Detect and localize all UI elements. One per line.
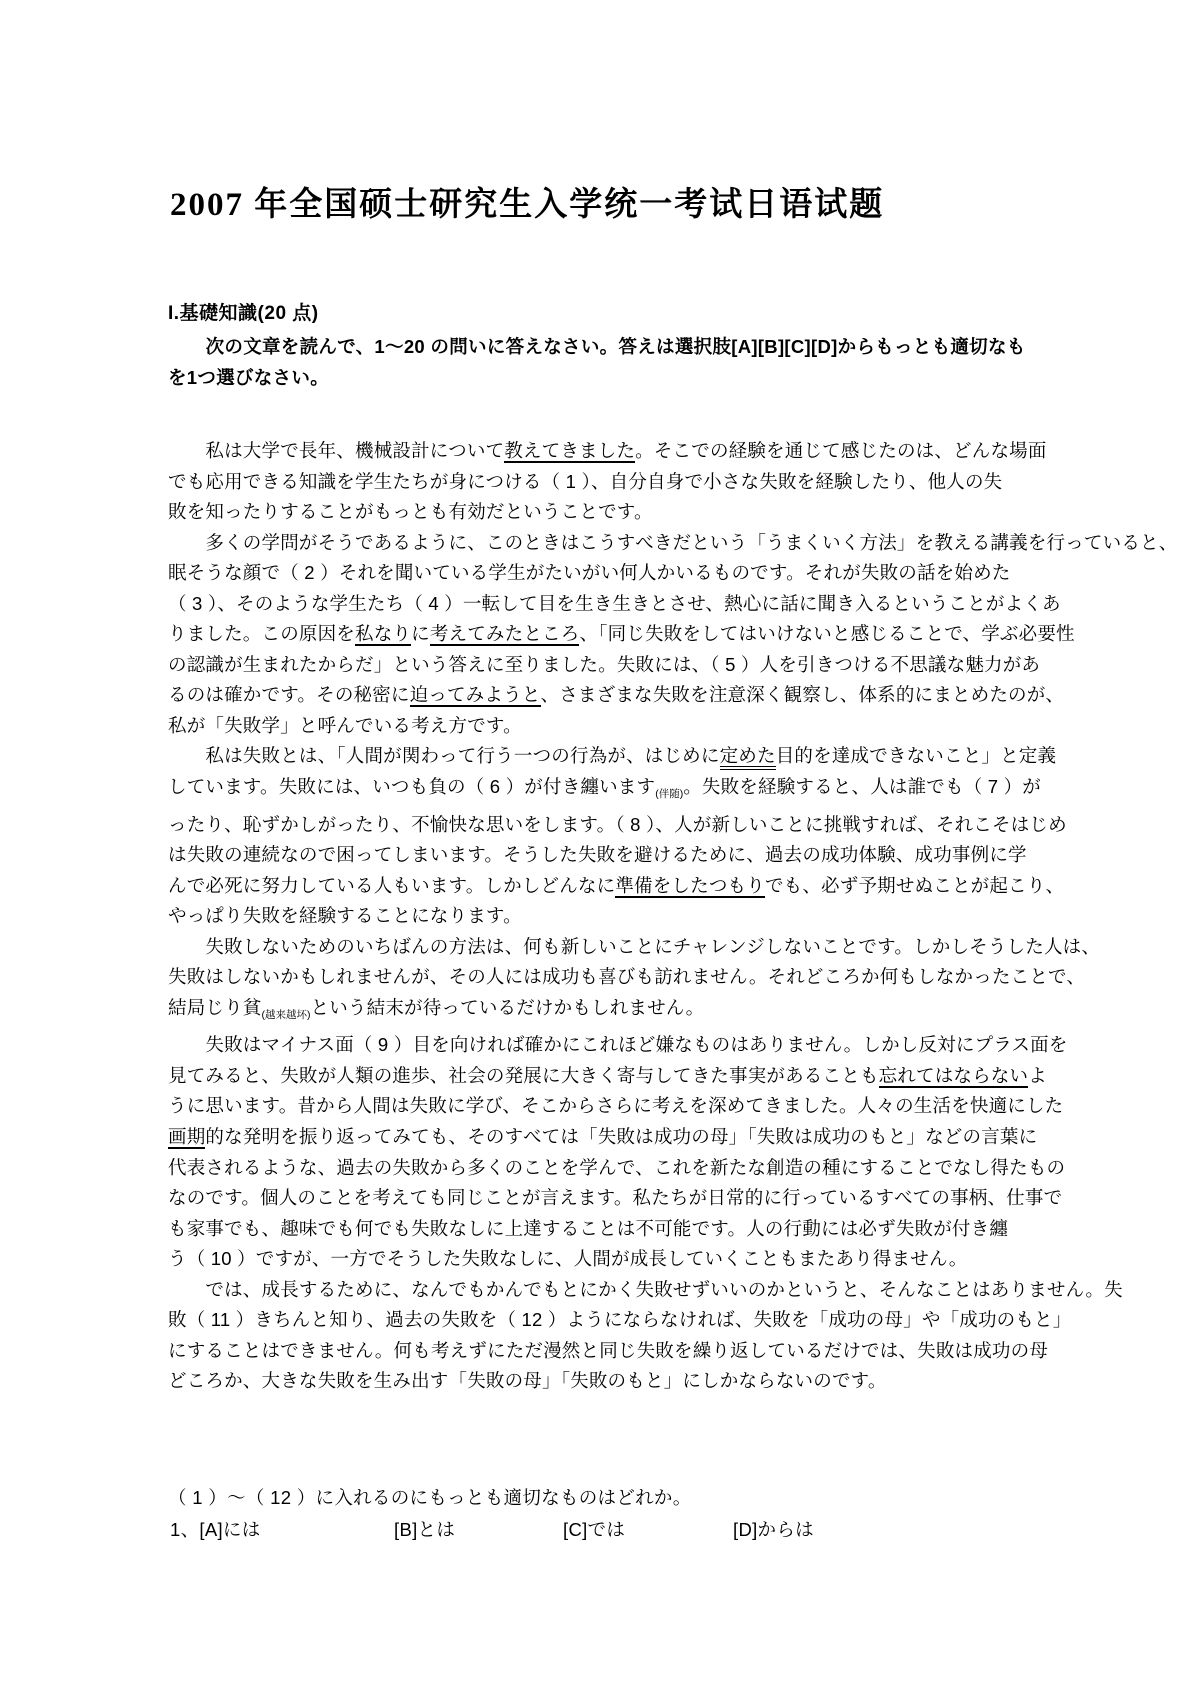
passage-text: う（ 10 ）ですが、一方でそうした失敗なしに、人間が成長していくこともまたあり得ません。 bbox=[168, 1248, 968, 1270]
passage-text: 多くの学問がそうであるように、このときはこうすべきだという「うまくいく方法」を教える講義を行っていると、 bbox=[168, 531, 1178, 553]
passage-text: 失敗しないためのいちばんの方法は、何も新しいことにチャレンジしないことです。しかしそうした人は、 bbox=[168, 935, 1101, 957]
passage-line bbox=[168, 1183, 1063, 1214]
passage-line bbox=[168, 650, 1048, 681]
passage-line bbox=[168, 589, 1061, 620]
question-option-a: [A]には bbox=[199, 1519, 261, 1540]
passage-line bbox=[168, 619, 1075, 650]
section-instructions bbox=[168, 331, 1048, 393]
passage bbox=[168, 436, 1178, 1397]
passage-line bbox=[168, 558, 1048, 589]
passage-line bbox=[168, 1244, 1048, 1275]
passage-text: 私は失敗とは、「人間が関わって行う一つの行為が、はじめに bbox=[168, 745, 720, 767]
question-option-c: [C]では bbox=[563, 1519, 626, 1540]
underlined-text: 準備をしたつもり bbox=[615, 874, 765, 896]
underlined-text: 画期 bbox=[168, 1126, 206, 1148]
passage-line bbox=[168, 1275, 1123, 1306]
passage-line bbox=[168, 1061, 1048, 1092]
passage-text: 目的を達成できないこと」と定義 bbox=[775, 745, 1057, 767]
passage-text: の認識が生まれたからだ」という答えに至りました。失敗には、（ 5 ）人を引きつける不思議な魅力があ bbox=[168, 653, 1041, 675]
passage-text: 眠そうな顔で（ 2 ）それを聞いている学生がたいがい何人かいるものです。それが失敗の話を始めた bbox=[168, 562, 1011, 584]
passage-text: も家事でも、趣味でも何でも失敗なしに上達することは不可能です。人の行動には必ず失敗が付き纏 bbox=[168, 1217, 1009, 1239]
section-heading: I.基礎知識(20 点) bbox=[168, 303, 319, 324]
passage-text: 結局じり貧 bbox=[168, 996, 262, 1018]
passage-line bbox=[168, 1305, 1072, 1336]
underlined-text: 私なり bbox=[355, 623, 412, 645]
passage-text: しています。失敗には、いつも負の（ 6 ）が付き纏います bbox=[168, 776, 656, 798]
passage-text: でも応用できる知識を学生たちが身につける（ 1 ）、自分自身で小さな失敗を経験したり、他人の失 bbox=[168, 470, 1003, 492]
gloss-annotation: (伴随) bbox=[655, 788, 684, 801]
passage-text: 敗（ 11 ）きちんと知り、過去の失敗を（ 12 ）ようにならなければ、失敗を「成功の母」や「成功のもと」 bbox=[168, 1309, 1072, 1331]
passage-line bbox=[168, 528, 1178, 559]
passage-line bbox=[168, 1091, 1064, 1122]
underlined-text: 忘れてはならない bbox=[878, 1064, 1029, 1086]
passage-text: 失敗はマイナス面（ 9 ）目を向ければ確かにこれほど嫌なものはありません。しかし反対にプラス面を bbox=[168, 1034, 1068, 1056]
passage-text: という結末が待っているだけかもしれません。 bbox=[310, 996, 705, 1018]
passage-text: 見てみると、失敗が人類の進歩、社会の発展に大きく寄与してきた事実があることも bbox=[168, 1064, 879, 1086]
passage-text: 失敗はしないかもしれませんが、その人には成功も喜びも訪れません。それどころか何もしなかったことで、 bbox=[168, 966, 1086, 988]
underlined-text: 迫ってみようと bbox=[409, 684, 541, 706]
passage-line bbox=[168, 993, 1048, 1031]
question-option-d: [D]からは bbox=[733, 1519, 814, 1540]
passage-text: やっぱり失敗を経験することになります。 bbox=[168, 905, 522, 927]
passage-text: 、さまざまな失敗を注意深く観察し、体系的にまとめたのが、 bbox=[540, 684, 1065, 706]
passage-line bbox=[168, 932, 1101, 963]
passage-line bbox=[168, 711, 1048, 742]
passage-text: なのです。個人のことを考えても同じことが言えます。私たちが日常的に行っているすべての事柄、仕事で bbox=[168, 1187, 1063, 1209]
passage-text: うに思います。昔から人間は失敗に学び、そこからさらに考えを深めてきました。人々の生活を快適にした bbox=[168, 1095, 1064, 1117]
passage-text: に bbox=[411, 623, 430, 645]
passage-text: 代表されるような、過去の失敗から多くのことを学んで、これを新たな創造の種にすることでなし得たもの bbox=[168, 1156, 1066, 1178]
passage-line bbox=[168, 1366, 1048, 1397]
passage-line bbox=[168, 962, 1086, 993]
passage-line bbox=[168, 840, 1048, 871]
passage-text: 。失敗を経験すると、人は誰でも（ 7 ）が bbox=[683, 776, 1041, 798]
passage-line bbox=[168, 497, 1048, 528]
passage-line bbox=[168, 436, 1048, 467]
instructions-line: を1つ選びなさい。 bbox=[168, 367, 329, 388]
passage-line bbox=[168, 1030, 1068, 1061]
passage-text: では、成長するために、なんでもかんでもとにかく失敗せずいいのかというと、そんなことはありません。失 bbox=[168, 1278, 1123, 1300]
underlined-text: 考えてみたところ bbox=[429, 623, 580, 645]
question-item-row bbox=[170, 1516, 814, 1542]
instructions-line: 次の文章を読んで、1～20 の問いに答えなさい。答えは選択肢[A][B][C][D]からもっとも適切なも bbox=[168, 336, 1026, 357]
underlined-text: 教えてきました bbox=[504, 440, 636, 461]
passage-line bbox=[168, 741, 1057, 772]
passage-line bbox=[168, 772, 1048, 810]
passage-line bbox=[168, 871, 1065, 902]
passage-line bbox=[168, 1122, 1048, 1153]
passage-text: （ 3 ）、そのような学生たち（ 4 ）一転して目を生き生きとさせ、熱心に話に聞き入るということがよくあ bbox=[168, 592, 1061, 614]
passage-text: 。そこでの経験を通じて感じたのは、どんな場面 bbox=[635, 440, 1047, 461]
passage-text: 私が「失敗学」と呼んでいる考え方です。 bbox=[168, 714, 522, 736]
passage-line bbox=[168, 467, 1048, 498]
underlined-text: 定めた bbox=[720, 745, 776, 770]
passage-text: は失敗の連続なので困ってしまいます。そうした失敗を避けるために、過去の成功体験、成功事例に学 bbox=[168, 844, 1027, 866]
passage-line bbox=[168, 1153, 1066, 1184]
passage-text: 敗を知ったりすることがもっとも有効だということです。 bbox=[168, 501, 653, 523]
passage-text: 私は大学で長年、機械設計について bbox=[168, 440, 505, 461]
passage-text: 、「同じ失敗をしてはいけないと感じることで、学ぶ必要性 bbox=[579, 623, 1075, 645]
document-title: 2007 年全国硕士研究生入学统一考试日语试题 bbox=[170, 187, 885, 223]
passage-text: でも、必ず予期せぬことが起こり、 bbox=[764, 874, 1065, 896]
passage-text: よ bbox=[1028, 1064, 1047, 1086]
passage-line bbox=[168, 1336, 1048, 1367]
passage-text: どころか、大きな失敗を生み出す「失敗の母」「失敗のもと」にしかならないのです。 bbox=[168, 1370, 887, 1392]
passage-text: りました。この原因を bbox=[168, 623, 356, 645]
passage-text: んで必死に努力している人もいます。しかしどんなに bbox=[168, 874, 616, 896]
passage-text: るのは確かです。その秘密に bbox=[168, 684, 410, 706]
passage-text: にすることはできません。何も考えずにただ漫然と同じ失敗を繰り返しているだけでは、失敗は成功の母 bbox=[168, 1339, 1049, 1361]
passage-text: 的な発明を振り返ってみても、そのすべては「失敗は成功の母」「失敗は成功のもと」などの言葉に bbox=[205, 1126, 1038, 1148]
question-item-number: 1、 bbox=[170, 1519, 200, 1540]
passage-line bbox=[168, 1214, 1048, 1245]
passage-text: ったり、恥ずかしがったり、不愉快な思いをします。（ 8 ）、人が新しいことに挑戦すれば、それこそはじめ bbox=[168, 813, 1067, 835]
question-option-b: [B]とは bbox=[394, 1519, 456, 1540]
gloss-annotation: (越来越坏) bbox=[261, 1008, 311, 1021]
passage-line bbox=[168, 810, 1067, 841]
question-prompt: （ 1 ）～（ 12 ）に入れるのにもっとも適切なものはどれか。 bbox=[168, 1487, 692, 1508]
passage-line bbox=[168, 901, 1048, 932]
passage-line bbox=[168, 680, 1065, 711]
question-option-cell bbox=[170, 1516, 394, 1542]
